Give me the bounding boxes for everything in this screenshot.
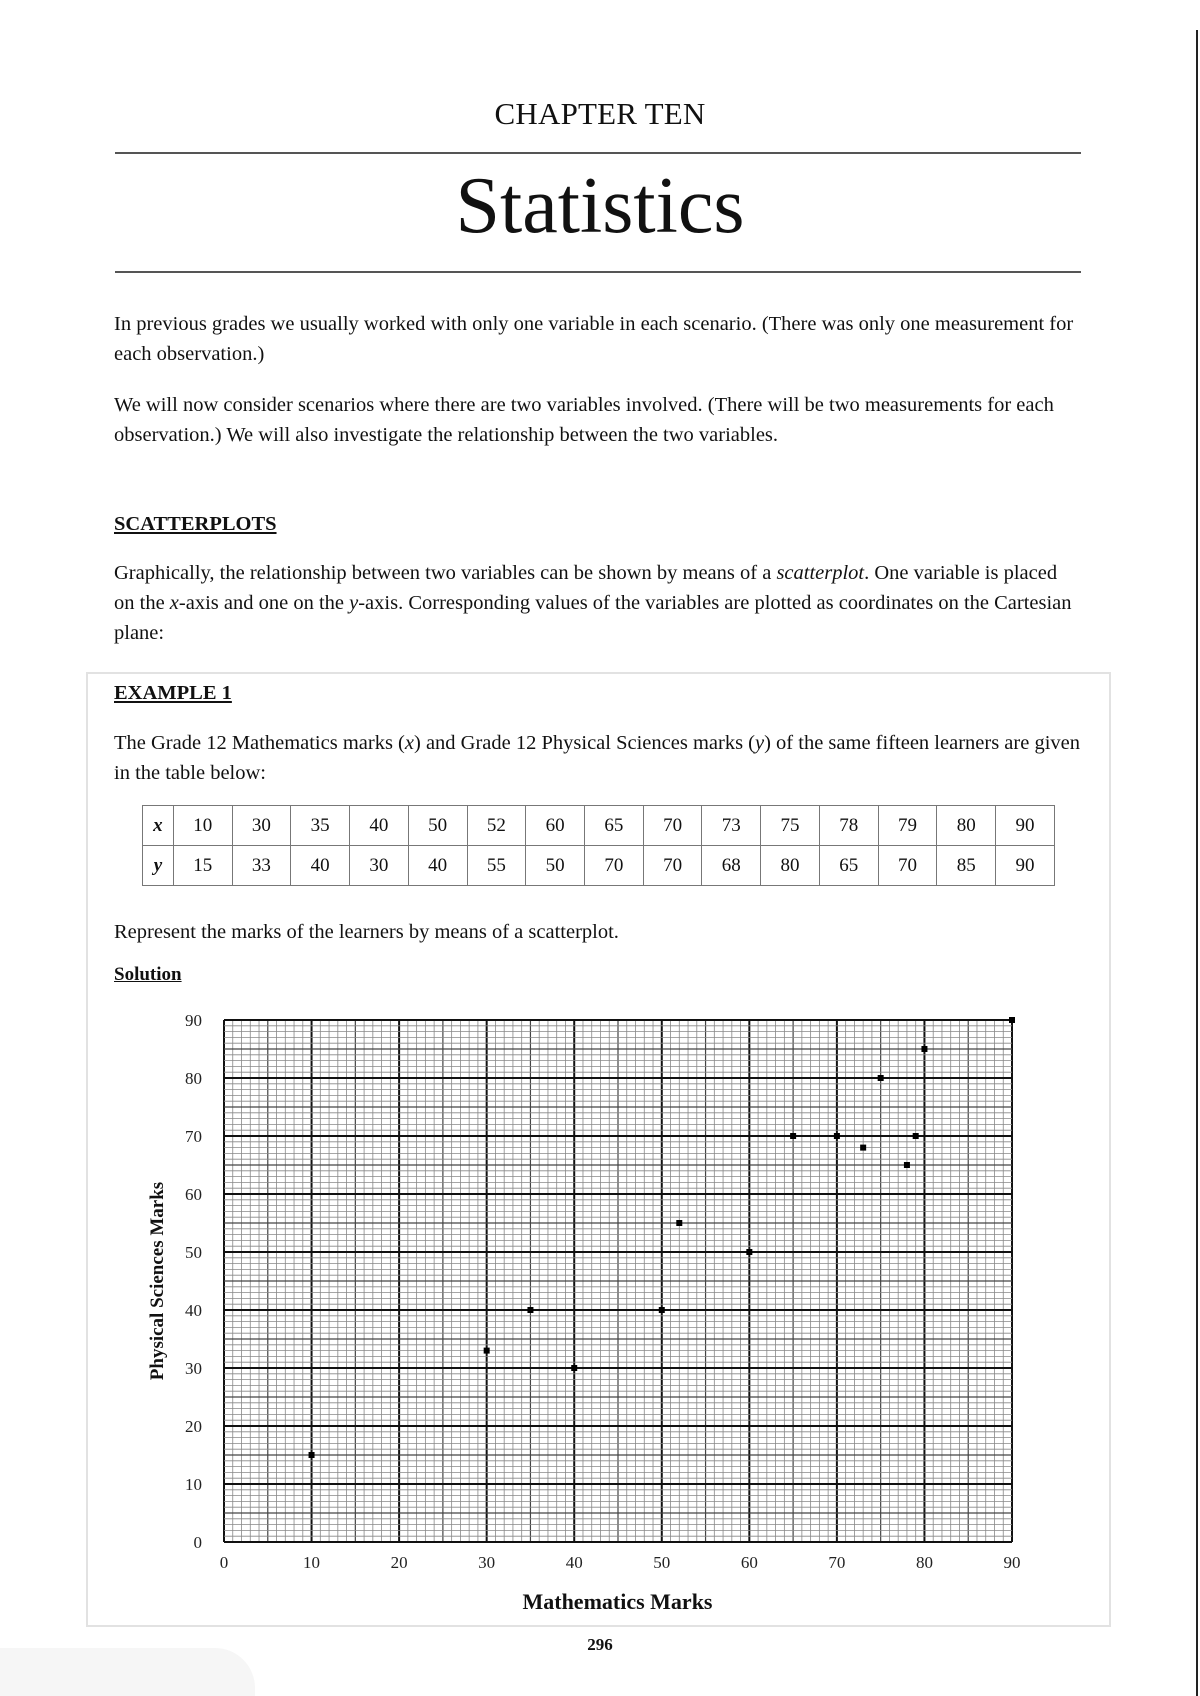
table-cell: 90 xyxy=(996,846,1055,886)
text: . One variable is placed on the xyxy=(114,562,1058,614)
table-cell: 30 xyxy=(350,846,409,886)
data-point xyxy=(878,1075,884,1081)
table-cell: 40 xyxy=(291,846,350,886)
y-tick-label: 0 xyxy=(193,1533,202,1552)
text-emphasis: scatterplot xyxy=(776,562,865,584)
table-cell: 70 xyxy=(643,846,702,886)
table-cell: 70 xyxy=(878,846,937,886)
table-cell: 52 xyxy=(467,806,526,846)
table-cell: 40 xyxy=(350,806,409,846)
table-cell: 33 xyxy=(232,846,291,886)
text: ) of the same fifteen learners are given in the table below: xyxy=(114,732,1080,784)
data-point xyxy=(571,1365,577,1371)
table-cell: 68 xyxy=(702,846,761,886)
row-header: y xyxy=(143,846,174,886)
y-tick-label: 30 xyxy=(185,1359,202,1378)
solution-label: Solution xyxy=(114,964,182,985)
x-axis-title: Mathematics Marks xyxy=(522,1589,713,1614)
data-point xyxy=(913,1133,919,1139)
page-edge xyxy=(1196,30,1198,1696)
table-cell: 80 xyxy=(937,806,996,846)
x-tick-label: 50 xyxy=(653,1553,671,1572)
example-heading: EXAMPLE 1 xyxy=(114,682,232,704)
scan-artifact xyxy=(0,1648,255,1696)
text-emphasis: y xyxy=(349,592,359,614)
text-emphasis: y xyxy=(755,732,765,754)
table-cell: 85 xyxy=(937,846,996,886)
y-tick-label: 90 xyxy=(185,1011,202,1030)
x-tick-label: 80 xyxy=(915,1553,933,1572)
x-tick-label: 20 xyxy=(390,1553,408,1572)
x-tick-label: 60 xyxy=(740,1553,758,1572)
data-point xyxy=(1009,1017,1015,1023)
intro-paragraph-1: In previous grades we usually worked with only one variable in each scenario. (There was only one measurement for each observation.) xyxy=(114,313,1074,365)
section-heading: SCATTERPLOTS xyxy=(114,513,277,535)
y-tick-label: 80 xyxy=(185,1069,202,1088)
task-text: Represent the marks of the learners by means of a scatterplot. xyxy=(114,921,619,943)
table-cell: 65 xyxy=(819,846,878,886)
table-cell: 70 xyxy=(584,846,643,886)
data-point xyxy=(676,1220,682,1226)
x-tick-label: 70 xyxy=(828,1553,846,1572)
text-emphasis: x xyxy=(169,592,179,614)
x-tick-label: 10 xyxy=(303,1553,321,1572)
x-tick-label: 40 xyxy=(565,1553,583,1572)
chapter-label: CHAPTER TEN xyxy=(494,96,706,131)
y-tick-label: 60 xyxy=(185,1185,202,1204)
x-tick-label: 0 xyxy=(219,1553,229,1572)
x-tick-label: 30 xyxy=(478,1553,496,1572)
y-tick-label: 10 xyxy=(185,1475,202,1494)
text: The Grade 12 Mathematics marks ( xyxy=(114,732,405,754)
data-point xyxy=(484,1348,490,1354)
y-tick-label: 40 xyxy=(185,1301,202,1320)
table-cell: 50 xyxy=(408,806,467,846)
table-cell: 78 xyxy=(819,806,878,846)
page-number: 296 xyxy=(587,1635,613,1654)
text: Graphically, the relationship between two variables can be shown by means of a xyxy=(114,562,777,584)
data-point xyxy=(527,1307,533,1313)
data-point xyxy=(659,1307,665,1313)
text-emphasis: x xyxy=(404,732,414,754)
data-point xyxy=(790,1133,796,1139)
table-cell: 15 xyxy=(173,846,232,886)
table-cell: 73 xyxy=(702,806,761,846)
row-header: x xyxy=(143,806,174,846)
text: -axis. Corresponding values of the variables are plotted as coordinates on the Cartesian plane: xyxy=(114,592,1072,644)
data-point xyxy=(746,1249,752,1255)
table-cell: 55 xyxy=(467,846,526,886)
text: ) and Grade 12 Physical Sciences marks ( xyxy=(414,732,755,754)
table-cell: 70 xyxy=(643,806,702,846)
table-cell: 80 xyxy=(761,846,820,886)
y-axis-title: Physical Sciences Marks xyxy=(147,1181,168,1381)
table-cell: 60 xyxy=(526,806,585,846)
table-cell: 35 xyxy=(291,806,350,846)
intro-paragraph-2: We will now consider scenarios where there are two variables involved. (There will be two measurements for each observation.) We will also investigate the relationship between the two variables. xyxy=(114,394,1054,446)
text: -axis and one on the xyxy=(178,592,350,614)
table-cell: 40 xyxy=(408,846,467,886)
y-tick-label: 50 xyxy=(185,1243,202,1262)
data-point xyxy=(904,1162,910,1168)
x-tick-label: 90 xyxy=(1003,1553,1021,1572)
data-point xyxy=(860,1145,866,1151)
table-cell: 50 xyxy=(526,846,585,886)
table-cell: 79 xyxy=(878,806,937,846)
data-point xyxy=(834,1133,840,1139)
table-cell: 90 xyxy=(996,806,1055,846)
data-point xyxy=(309,1452,315,1458)
table-cell: 10 xyxy=(173,806,232,846)
y-tick-label: 70 xyxy=(185,1127,202,1146)
table-cell: 75 xyxy=(761,806,820,846)
table-cell: 30 xyxy=(232,806,291,846)
data-point xyxy=(921,1046,927,1052)
y-tick-label: 20 xyxy=(185,1417,202,1436)
page-title: Statistics xyxy=(455,162,745,250)
table-cell: 65 xyxy=(584,806,643,846)
